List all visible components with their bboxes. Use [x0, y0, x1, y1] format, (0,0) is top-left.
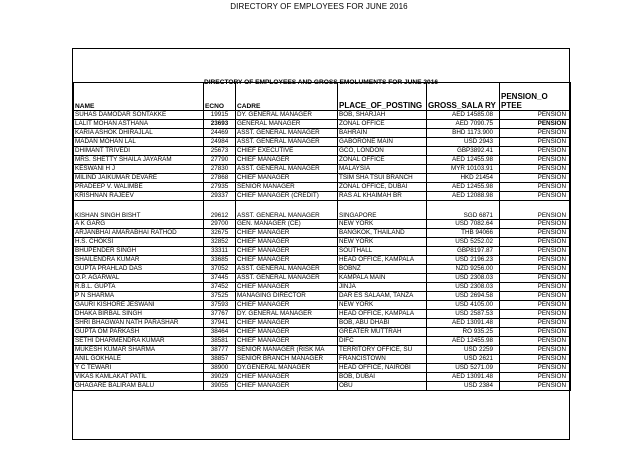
cell-ecno: 24469 [204, 129, 236, 138]
table-row [74, 129, 571, 138]
cell-place: GREATER MUTTRAH [338, 328, 427, 337]
table-row [74, 355, 571, 364]
table-row [74, 292, 571, 301]
cell-ecno: 37052 [204, 265, 236, 274]
table-row [74, 147, 571, 156]
cell-pension: PENSION [500, 111, 571, 120]
cell-pension: PENSION [500, 220, 571, 229]
cell-place: BANGKOK, THAILAND [338, 229, 427, 238]
cell-place: GCO, LONDON [338, 147, 427, 156]
cell-gross: BHD 1173.900 [427, 129, 500, 138]
cell-place: RAS AL KHAIMAH BR [338, 192, 427, 201]
cell-pension: PENSION [500, 310, 571, 319]
cell-pension: PENSION [500, 364, 571, 373]
cell-pension: PENSION [500, 192, 571, 201]
table-row [74, 165, 571, 174]
cell-place: TSIM SHA TSUI BRANCH [338, 174, 427, 183]
table-row [74, 382, 571, 391]
cell-pension: PENSION [500, 129, 571, 138]
cell-place: NEW YORK [338, 220, 427, 229]
cell-place: NEW YORK [338, 301, 427, 310]
cell-gross: RO 935.25 [427, 328, 500, 337]
cell-ecno: 33685 [204, 256, 236, 265]
cell-ecno: 38581 [204, 337, 236, 346]
table-row [74, 373, 571, 382]
cell-cadre: MANAGING DIRECTOR [236, 292, 338, 301]
cell-place: BAHRAIN [338, 129, 427, 138]
cell-place: NEW YORK [338, 238, 427, 247]
cell-place: ZONAL OFFICE [338, 156, 427, 165]
table-row [74, 283, 571, 292]
cell-cadre: CHIEF MANAGER [236, 247, 338, 256]
column-header-cadre: CADRE [236, 83, 338, 111]
cell-ecno: 29612 [204, 201, 236, 220]
cell-place: BOB, DUBAI [338, 373, 427, 382]
cell-gross: MYR 10103.91 [427, 165, 500, 174]
cell-pension: PENSION [500, 165, 571, 174]
cell-gross: USD 2196.23 [427, 256, 500, 265]
cell-gross: GBP8197.87 [427, 247, 500, 256]
column-header-name: NAME [74, 83, 204, 111]
cell-gross: USD 7082.64 [427, 220, 500, 229]
table-row [74, 247, 571, 256]
cell-name: O.P. AGARWAL [74, 274, 204, 283]
cell-ecno: 32675 [204, 229, 236, 238]
cell-gross: USD 2587.53 [427, 310, 500, 319]
cell-place: FRANCISTOWN [338, 355, 427, 364]
cell-gross: AED 13091.48 [427, 319, 500, 328]
cell-gross: AED 12455.98 [427, 183, 500, 192]
cell-cadre: CHIEF MANAGER [236, 328, 338, 337]
cell-gross: THB 94066 [427, 229, 500, 238]
cell-ecno: 24984 [204, 138, 236, 147]
cell-ecno: 33311 [204, 247, 236, 256]
cell-cadre: ASST. GENERAL MANAGER [236, 129, 338, 138]
cell-pension: PENSION [500, 183, 571, 192]
cell-cadre: CHIEF EXECUTIVE [236, 147, 338, 156]
cell-cadre: CHIEF MANAGER [236, 337, 338, 346]
cell-place: HEAD OFFICE, KAMPALA [338, 256, 427, 265]
table-row [74, 265, 571, 274]
cell-ecno: 37445 [204, 274, 236, 283]
cell-pension: PENSION [500, 328, 571, 337]
cell-ecno: 37767 [204, 310, 236, 319]
table-row [74, 220, 571, 229]
table-row [74, 301, 571, 310]
title-cell [73, 49, 569, 86]
cell-gross: USD 2308.03 [427, 283, 500, 292]
cell-ecno: 27830 [204, 165, 236, 174]
table-row [74, 111, 571, 120]
cell-ecno: 38464 [204, 328, 236, 337]
cell-gross: GBP3892.41 [427, 147, 500, 156]
cell-cadre: SENIOR MANAGER [236, 183, 338, 192]
table-row [74, 183, 571, 192]
cell-name: DHIMANT TRIVEDI [74, 147, 204, 156]
cell-gross: USD 2943 [427, 138, 500, 147]
cell-place: SINGAPORE [338, 201, 427, 220]
cell-gross: USD 2259 [427, 346, 500, 355]
cell-gross: USD 5252.02 [427, 238, 500, 247]
cell-pension: PENSION [500, 238, 571, 247]
cell-name: SHAILENDRA KUMAR [74, 256, 204, 265]
column-header-gross: GROSS_SALA RY [427, 83, 500, 111]
cell-ecno: 29700 [204, 220, 236, 229]
cell-gross: AED 12455.98 [427, 156, 500, 165]
cell-ecno: 37941 [204, 319, 236, 328]
cell-ecno: 29337 [204, 192, 236, 201]
page-header: DIRECTORY OF EMPLOYEES FOR JUNE 2016 [230, 2, 408, 11]
cell-pension: PENSION [500, 229, 571, 238]
cell-place: BOB, SHARJAH [338, 111, 427, 120]
cell-name: GHAGARE BALIRAM BALU [74, 382, 204, 391]
cell-pension: PENSION [500, 156, 571, 165]
cell-name: MILIND JAIKUMAR DEVARE [74, 174, 204, 183]
table-row [74, 337, 571, 346]
cell-name: KESWANI H J [74, 165, 204, 174]
cell-cadre: CHIEF MANAGER [236, 256, 338, 265]
cell-name: DHAKA BIRBAL SINGH [74, 310, 204, 319]
cell-name: KRISHNAN RAJEEV [74, 192, 204, 201]
cell-name: H.S. CHOKSI [74, 238, 204, 247]
cell-ecno: 37525 [204, 292, 236, 301]
table-row [74, 238, 571, 247]
cell-gross: NZD 9256.00 [427, 265, 500, 274]
cell-name: Y C TEWARI [74, 364, 204, 373]
cell-name: A K GARG [74, 220, 204, 229]
cell-place: KAMPALA MAIN [338, 274, 427, 283]
cell-cadre: SENIOR MANAGER (RISK MA [236, 346, 338, 355]
cell-cadre: CHIEF MANAGER [236, 301, 338, 310]
cell-place: DIFC [338, 337, 427, 346]
cell-cadre: GEN. MANAGER (CE) [236, 220, 338, 229]
cell-pension: PENSION [500, 301, 571, 310]
cell-cadre: DY.GENERAL MANAGER [236, 364, 338, 373]
cell-cadre: CHIEF MANAGER [236, 238, 338, 247]
table-row [74, 346, 571, 355]
cell-name: BHUPENDER SINGH [74, 247, 204, 256]
cell-gross: USD 2384 [427, 382, 500, 391]
cell-name: LALIT MOHAN ASTHANA [74, 120, 204, 129]
cell-name: SETHI DHARMENDRA KUMAR [74, 337, 204, 346]
cell-name: KARIA ASHOK DHIRAJLAL [74, 129, 204, 138]
table-row [74, 229, 571, 238]
cell-name: MUKESH KUMAR SHARMA [74, 346, 204, 355]
table-row [74, 156, 571, 165]
table-row [74, 319, 571, 328]
cell-cadre: ASST. GENERAL MANAGER [236, 274, 338, 283]
cell-name: VIKAS KAMLAKAT PATIL [74, 373, 204, 382]
cell-name: GAURI KISHORE JESWANI [74, 301, 204, 310]
cell-pension: PENSION [500, 355, 571, 364]
cell-pension: PENSION [500, 120, 571, 129]
cell-gross: AED 13091.48 [427, 373, 500, 382]
cell-place: JINJA [338, 283, 427, 292]
table-row [74, 364, 571, 373]
table-body [74, 111, 571, 391]
cell-name: SUHAS DAMODAR SONTAKKE [74, 111, 204, 120]
cell-name: SHRI BHAGWAN NATH PARASHAR [74, 319, 204, 328]
cell-name: MRS. SHETTY SHAILA JAYARAM [74, 156, 204, 165]
cell-pension: PENSION [500, 382, 571, 391]
cell-ecno: 27790 [204, 156, 236, 165]
cell-ecno: 37593 [204, 301, 236, 310]
table-row [74, 256, 571, 265]
cell-place: TERRITORY OFFICE, SU [338, 346, 427, 355]
cell-name: R.B.L. GUPTA [74, 283, 204, 292]
cell-pension: PENSION [500, 292, 571, 301]
cell-cadre: CHIEF MANAGER [236, 382, 338, 391]
cell-ecno: 39055 [204, 382, 236, 391]
cell-gross: USD 2308.03 [427, 274, 500, 283]
cell-ecno: 27868 [204, 174, 236, 183]
cell-pension: PENSION [500, 373, 571, 382]
cell-ecno: 23693 [204, 120, 236, 129]
cell-name: ANIL GOKHALE [74, 355, 204, 364]
cell-pension: PENSION [500, 337, 571, 346]
cell-pension: PENSION [500, 247, 571, 256]
cell-place: HEAD OFFICE, KAMPALA [338, 310, 427, 319]
cell-pension: PENSION [500, 274, 571, 283]
cell-name: KISHAN SINGH BISHT [74, 201, 204, 220]
cell-name: MADAN MOHAN LAL [74, 138, 204, 147]
cell-ecno: 38857 [204, 355, 236, 364]
employee-table [73, 82, 571, 391]
cell-gross: AED 14585.08 [427, 111, 500, 120]
cell-name: GUPTA PRAHLAD DAS [74, 265, 204, 274]
cell-ecno: 38777 [204, 346, 236, 355]
cell-name: GUPTA OM PARKASH [74, 328, 204, 337]
cell-place: MALAYSIA [338, 165, 427, 174]
cell-cadre: CHIEF MANAGER [236, 319, 338, 328]
cell-ecno: 19915 [204, 111, 236, 120]
cell-pension: PENSION [500, 346, 571, 355]
cell-place: OBU [338, 382, 427, 391]
table-row [74, 174, 571, 183]
table-row [74, 328, 571, 337]
cell-pension: PENSION [500, 256, 571, 265]
cell-cadre: CHIEF MANAGER [236, 156, 338, 165]
cell-ecno: 32852 [204, 238, 236, 247]
table-title: DIRECTORY OF EMPLOYEES AND GROSS EMOLUMENTS FOR JUNE 2016 [203, 79, 439, 86]
cell-place: ZONAL OFFICE, DUBAI [338, 183, 427, 192]
cell-place: SOUTHALL [338, 247, 427, 256]
cell-pension: PENSION [500, 283, 571, 292]
cell-place: HEAD OFFICE, NAIROBI [338, 364, 427, 373]
spreadsheet [72, 48, 570, 440]
column-header-ecno: ECNO [204, 83, 236, 111]
cell-pension: PENSION [500, 265, 571, 274]
cell-cadre: CHIEF MANAGER [236, 229, 338, 238]
cell-ecno: 27935 [204, 183, 236, 192]
cell-place: ZONAL OFFICE [338, 120, 427, 129]
table-row [74, 120, 571, 129]
cell-ecno: 39029 [204, 373, 236, 382]
cell-gross: AED 12455.98 [427, 337, 500, 346]
cell-name: P N SHARMA [74, 292, 204, 301]
column-header-place: PLACE_OF_POSTING [338, 83, 427, 111]
cell-cadre: ASST. GENERAL MANAGER [236, 165, 338, 174]
table-row [74, 138, 571, 147]
cell-pension: PENSION [500, 174, 571, 183]
cell-cadre: ASST. GENERAL MANAGER [236, 265, 338, 274]
cell-cadre: ASST. GENERAL MANAGER [236, 138, 338, 147]
cell-cadre: CHIEF MANAGER [236, 174, 338, 183]
cell-name: ARJANBHAI AMARABHAI RATHOD [74, 229, 204, 238]
cell-cadre: CHIEF MANAGER [236, 373, 338, 382]
column-header-pension: PENSION_O PTEE [500, 83, 571, 111]
header-row [74, 83, 571, 111]
cell-name: PRADEEP V. WALIMBE [74, 183, 204, 192]
cell-gross: SGD 6871 [427, 201, 500, 220]
cell-cadre: CHIEF MANAGER [236, 283, 338, 292]
cell-gross: USD 5271.09 [427, 364, 500, 373]
table-row [74, 274, 571, 283]
cell-ecno: 38900 [204, 364, 236, 373]
table-row [74, 192, 571, 201]
table-row [74, 201, 571, 220]
cell-place: GABORONE MAIN [338, 138, 427, 147]
cell-gross: AED 7090.75 [427, 120, 500, 129]
cell-place: BOB, ABU DHABI [338, 319, 427, 328]
cell-place: DAR ES SALAAM, TANZA [338, 292, 427, 301]
cell-cadre: DY. GENERAL MANAGER [236, 111, 338, 120]
cell-pension: PENSION [500, 138, 571, 147]
cell-cadre: ASST. GENERAL MANAGER [236, 201, 338, 220]
cell-gross: HKD 21454 [427, 174, 500, 183]
cell-cadre: SENIOR BRANCH MANAGER [236, 355, 338, 364]
cell-cadre: DY. GENERAL MANAGER [236, 310, 338, 319]
cell-pension: PENSION [500, 201, 571, 220]
cell-gross: AED 12088.98 [427, 192, 500, 201]
cell-gross: USD 2621 [427, 355, 500, 364]
cell-pension: PENSION [500, 319, 571, 328]
cell-pension: PENSION [500, 147, 571, 156]
cell-gross: USD 4105.00 [427, 301, 500, 310]
cell-cadre: GENERAL MANAGER [236, 120, 338, 129]
cell-ecno: 37452 [204, 283, 236, 292]
cell-place: BOBNZ [338, 265, 427, 274]
cell-gross: USD 2694.58 [427, 292, 500, 301]
cell-ecno: 25673 [204, 147, 236, 156]
table-row [74, 310, 571, 319]
cell-cadre: CHIEF MANAGER (CREDIT) [236, 192, 338, 201]
